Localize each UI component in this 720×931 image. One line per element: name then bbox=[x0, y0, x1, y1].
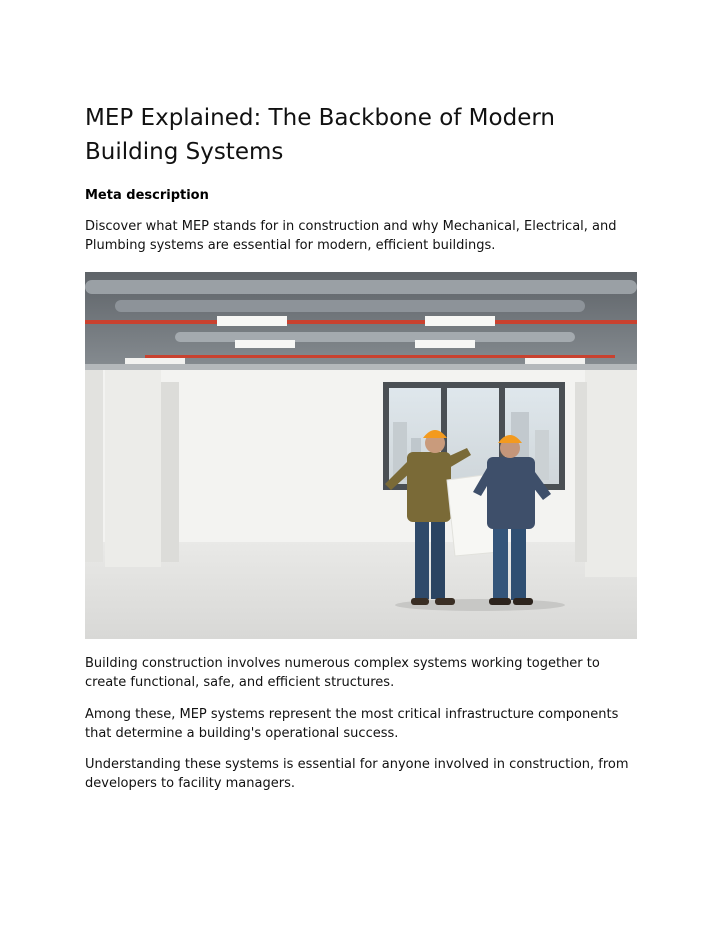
hero-image bbox=[85, 272, 637, 639]
body-paragraph-2: Among these, MEP systems represent the most critical infrastructure components that determine a building's operational success. bbox=[85, 707, 619, 741]
meta-description-heading: Meta description bbox=[85, 188, 209, 203]
page-title: MEP Explained: The Backbone of Modern Building Systems bbox=[85, 105, 555, 165]
body-paragraph-1: Building construction involves numerous complex systems working together to create functional, safe, and efficient structures. bbox=[85, 656, 600, 690]
body-paragraph-3: Understanding these systems is essential for anyone involved in construction, from developers to facility managers. bbox=[85, 757, 629, 791]
meta-description-text: Discover what MEP stands for in construction and why Mechanical, Electrical, and Plumbing systems are essential for modern, efficient buildings. bbox=[85, 219, 617, 253]
